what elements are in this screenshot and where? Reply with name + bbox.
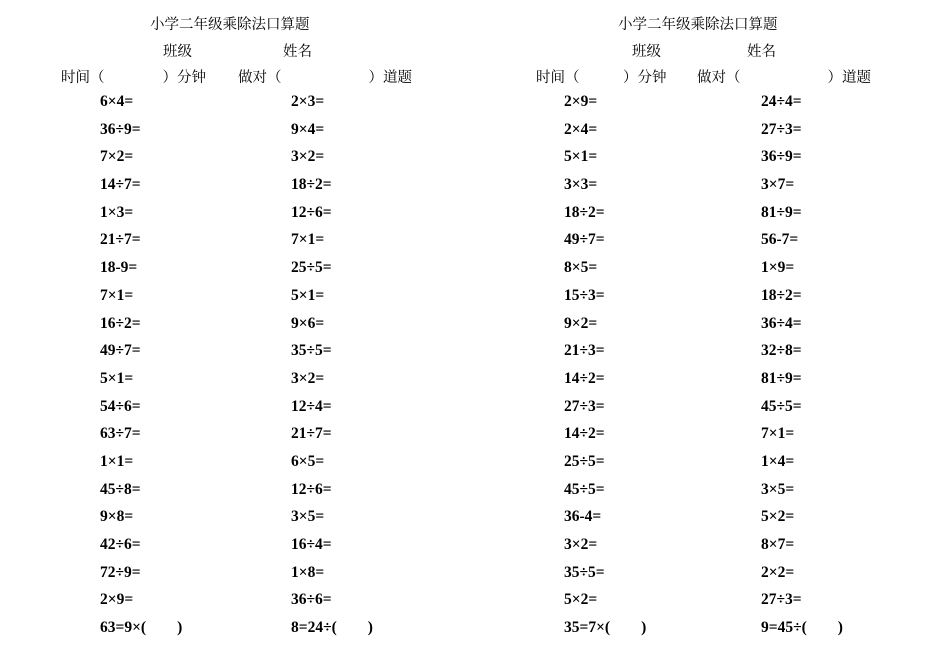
arithmetic-problem: 14÷2= [564,425,605,443]
arithmetic-problem: 12÷6= [291,203,332,221]
problem-column [564,91,646,645]
arithmetic-problem: 3×2= [291,369,325,387]
arithmetic-problem: 2×9= [564,93,598,110]
arithmetic-problem: 5×1= [291,286,325,304]
arithmetic-problem: 32÷8= [761,342,802,360]
arithmetic-problem: 8×7= [761,536,795,553]
arithmetic-problem: 1×8= [291,563,325,581]
worksheet-title: 小学二年级乘除法口算题 [150,17,310,33]
arithmetic-problem: 21÷7= [100,231,141,249]
arithmetic-problem: 16÷2= [100,314,141,332]
arithmetic-problem: 21÷3= [564,342,605,360]
arithmetic-problem: 1×1= [100,452,134,470]
arithmetic-problem: 1×4= [761,452,795,470]
arithmetic-problem: 36÷4= [761,314,802,332]
arithmetic-problem: 49÷7= [100,342,141,360]
arithmetic-problem: 42÷6= [100,536,141,553]
arithmetic-problem: 81÷9= [761,203,802,221]
arithmetic-problem: 9×8= [100,508,134,526]
arithmetic-problem: 9×4= [291,120,325,138]
arithmetic-problem: 49÷7= [564,231,605,249]
arithmetic-problem: 21÷7= [291,425,332,443]
arithmetic-problem: 5×1= [564,148,598,166]
arithmetic-problem: 6×4= [100,93,134,110]
problem-column [100,91,182,645]
name-label: 姓名 [283,44,312,60]
arithmetic-problem: 7×1= [100,286,134,304]
arithmetic-problem: 9×6= [291,314,325,332]
arithmetic-problem: 36÷9= [761,148,802,166]
arithmetic-problem: 45÷8= [100,480,141,498]
arithmetic-problem: 8×5= [564,259,598,277]
correct-count-field: 做对（ ）道题 [697,70,871,86]
time-field: 时间（ ）分钟 [536,70,667,86]
arithmetic-problem: 7×1= [291,231,325,249]
arithmetic-problem: 54÷6= [100,397,141,415]
arithmetic-problem: 25÷5= [564,452,605,470]
arithmetic-problem: 35÷5= [564,563,605,581]
arithmetic-problem: 7×2= [100,148,134,166]
arithmetic-problem: 18÷2= [761,286,802,304]
arithmetic-problem: 72÷9= [100,563,141,581]
arithmetic-problem: 2×9= [100,591,134,609]
arithmetic-problem: 3×3= [564,176,598,194]
arithmetic-problem: 15÷3= [564,286,605,304]
class-label: 班级 [632,44,661,60]
arithmetic-problem: 27÷3= [761,120,802,138]
arithmetic-problem: 27÷3= [761,591,802,609]
arithmetic-problem: 3×5= [291,508,325,526]
arithmetic-problem: 3×2= [564,536,598,553]
time-field: 时间（ ）分钟 [61,70,206,86]
arithmetic-problem: 27÷3= [564,397,605,415]
problem-column [761,91,843,645]
arithmetic-problem: 3×5= [761,480,795,498]
arithmetic-problem: 36-4= [564,508,602,526]
arithmetic-problem: 45÷5= [761,397,802,415]
arithmetic-problem: 36÷6= [291,591,332,609]
arithmetic-problem: 9=45÷( ) [761,619,843,637]
arithmetic-problem: 63÷7= [100,425,141,443]
arithmetic-problem: 35÷5= [291,342,332,360]
arithmetic-problem: 7×1= [761,425,795,443]
arithmetic-problem: 3×7= [761,176,795,194]
arithmetic-problem: 35=7×( ) [564,619,647,637]
arithmetic-problem: 36÷9= [100,120,141,138]
name-label: 姓名 [747,44,776,60]
arithmetic-problem: 2×2= [761,563,795,581]
worksheet-right [475,0,950,672]
arithmetic-problem: 18-9= [100,259,138,277]
arithmetic-problem: 2×4= [564,120,598,138]
arithmetic-problem: 18÷2= [291,176,332,194]
arithmetic-problem: 81÷9= [761,369,802,387]
arithmetic-problem: 2×3= [291,93,325,110]
arithmetic-problem: 1×3= [100,203,134,221]
arithmetic-problem: 3×2= [291,148,325,166]
arithmetic-problem: 16÷4= [291,536,332,553]
arithmetic-problem: 12÷6= [291,480,332,498]
arithmetic-problem: 12÷4= [291,397,332,415]
correct-count-field: 做对（ ）道题 [238,70,412,86]
worksheet-title: 小学二年级乘除法口算题 [618,17,778,33]
arithmetic-problem: 56-7= [761,231,799,249]
arithmetic-problem: 45÷5= [564,480,605,498]
arithmetic-problem: 14÷7= [100,176,141,194]
arithmetic-problem: 5×1= [100,369,134,387]
arithmetic-problem: 5×2= [761,508,795,526]
arithmetic-problem: 1×9= [761,259,795,277]
arithmetic-problem: 63=9×( ) [100,619,183,637]
arithmetic-problem: 6×5= [291,452,325,470]
problem-column [291,91,373,645]
arithmetic-problem: 8=24÷( ) [291,619,373,637]
arithmetic-problem: 14÷2= [564,369,605,387]
arithmetic-problem: 24÷4= [761,93,802,110]
arithmetic-problem: 18÷2= [564,203,605,221]
arithmetic-problem: 25÷5= [291,259,332,277]
arithmetic-problem: 5×2= [564,591,598,609]
arithmetic-problem: 9×2= [564,314,598,332]
class-label: 班级 [163,44,192,60]
